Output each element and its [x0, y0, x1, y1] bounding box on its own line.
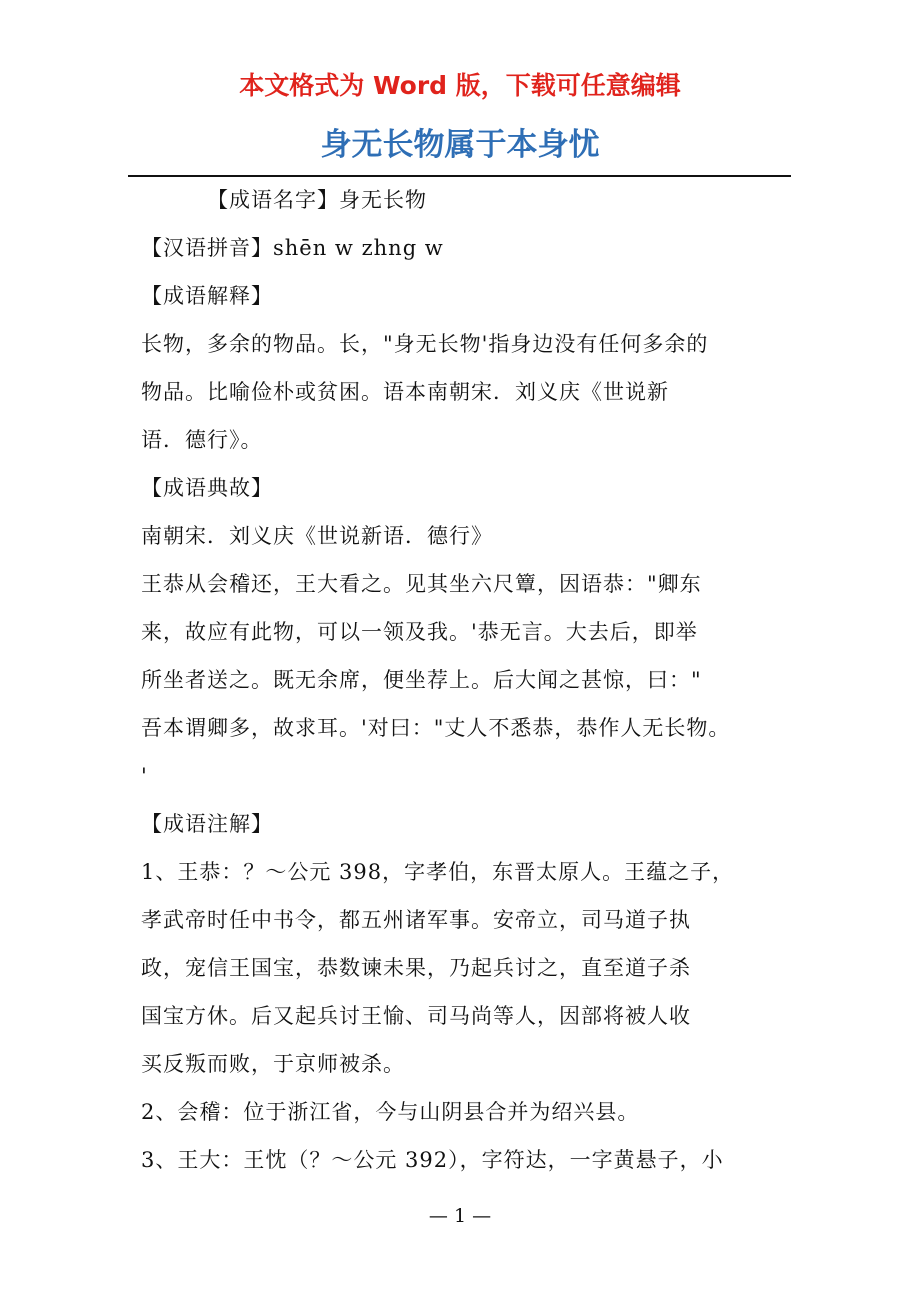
allusion-line: 所坐者送之。既无余席，便坐荐上。后大闻之甚惊，曰：" — [141, 668, 702, 692]
allusion-line: 王恭从会稽还，王大看之。见其坐六尺簟，因语恭："卿东 — [141, 572, 702, 596]
allusion-line: 吾本谓卿多，故求耳。'对曰："丈人不悉恭，恭作人无长物。 — [141, 716, 731, 740]
pinyin-line: 【汉语拼音】shēn w zhng w — [141, 236, 444, 260]
notes-heading: 【成语注解】 — [141, 812, 273, 836]
document-title: 身无长物属于本身忧 — [320, 127, 600, 163]
note-line: 孝武帝时任中书令，都五州诸军事。安帝立，司马道子执 — [141, 908, 691, 932]
note-line: 3、王大：王忱（？～公元 392），字符达，一字黄悬子，小 — [141, 1148, 724, 1172]
format-banner: 本文格式为 Word 版，下载可任意编辑 — [239, 71, 681, 100]
allusion-source-line: 南朝宋．刘义庆《世说新语．德行》 — [141, 524, 493, 548]
allusion-heading: 【成语典故】 — [141, 476, 273, 500]
explanation-line: 物品。比喻俭朴或贫困。语本南朝宋．刘义庆《世说新 — [141, 380, 669, 404]
note-line: 政，宠信王国宝，恭数谏未果，乃起兵讨之，直至道子杀 — [141, 956, 691, 980]
note-line: 2、会稽：位于浙江省，今与山阴县合并为绍兴县。 — [141, 1100, 640, 1124]
explanation-heading: 【成语解释】 — [141, 284, 273, 308]
allusion-line: 来，故应有此物，可以一领及我。'恭无言。大去后，即举 — [141, 620, 698, 644]
explanation-line: 语．德行》。 — [141, 428, 263, 452]
idiom-name-line: 【成语名字】身无长物 — [207, 188, 427, 212]
note-line: 国宝方休。后又起兵讨王愉、司马尚等人，因部将被人收 — [141, 1004, 691, 1028]
explanation-line: 长物，多余的物品。长，"身无长物'指身边没有任何多余的 — [141, 332, 709, 356]
allusion-line: ' — [141, 764, 148, 788]
note-line: 买反叛而败，于京师被杀。 — [141, 1052, 405, 1076]
document-body — [141, 176, 801, 1184]
page-number: — 1 — — [428, 1205, 492, 1227]
note-line: 1、王恭：？～公元 398，字孝伯，东晋太原人。王蕴之子， — [141, 860, 735, 884]
